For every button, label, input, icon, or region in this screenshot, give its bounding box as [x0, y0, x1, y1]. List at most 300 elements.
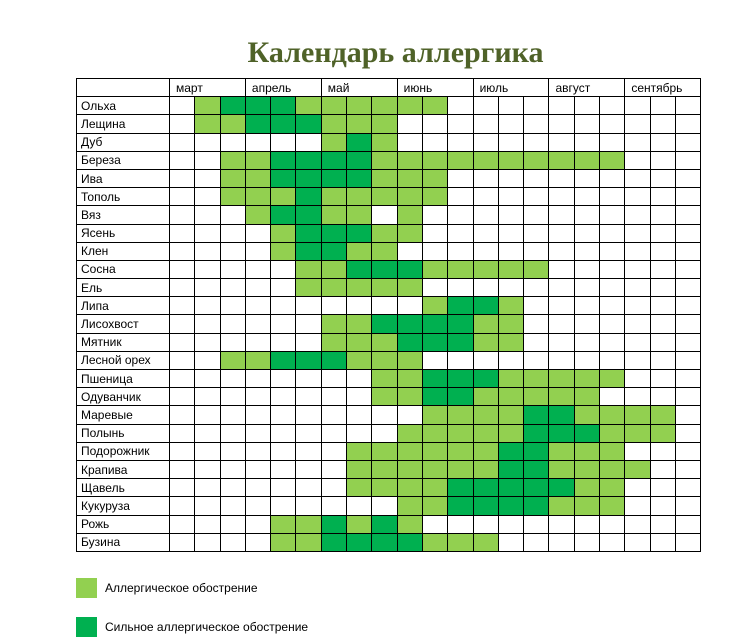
- cell-allergic: [372, 151, 397, 169]
- cell-empty: [195, 497, 220, 515]
- cell-empty: [574, 169, 599, 187]
- cell-empty: [245, 533, 270, 551]
- plant-name: Липа: [77, 297, 170, 315]
- cell-allergic: [422, 424, 447, 442]
- cell-strong: [321, 224, 346, 242]
- cell-empty: [549, 351, 574, 369]
- cell-empty: [574, 260, 599, 278]
- cell-empty: [245, 315, 270, 333]
- cell-allergic: [397, 151, 422, 169]
- cell-allergic: [347, 351, 372, 369]
- cell-empty: [600, 351, 625, 369]
- cell-strong: [271, 351, 296, 369]
- plant-name: Крапива: [77, 460, 170, 478]
- cell-allergic: [245, 351, 270, 369]
- cell-empty: [650, 297, 675, 315]
- cell-strong: [296, 115, 321, 133]
- cell-empty: [549, 279, 574, 297]
- cell-strong: [271, 169, 296, 187]
- cell-empty: [448, 351, 473, 369]
- cell-allergic: [473, 460, 498, 478]
- cell-allergic: [574, 151, 599, 169]
- cell-empty: [195, 388, 220, 406]
- cell-allergic: [296, 533, 321, 551]
- cell-strong: [498, 497, 523, 515]
- cell-strong: [473, 497, 498, 515]
- cell-empty: [675, 515, 700, 533]
- plant-name: Рожь: [77, 515, 170, 533]
- cell-empty: [372, 206, 397, 224]
- cell-empty: [271, 424, 296, 442]
- plant-row: [77, 479, 701, 497]
- cell-empty: [625, 169, 650, 187]
- cell-empty: [549, 260, 574, 278]
- cell-strong: [296, 206, 321, 224]
- cell-empty: [220, 424, 245, 442]
- cell-empty: [675, 424, 700, 442]
- cell-allergic: [347, 479, 372, 497]
- cell-allergic: [600, 460, 625, 478]
- plant-row: [77, 315, 701, 333]
- cell-empty: [271, 133, 296, 151]
- cell-strong: [347, 151, 372, 169]
- cell-empty: [549, 169, 574, 187]
- cell-allergic: [524, 260, 549, 278]
- cell-empty: [271, 297, 296, 315]
- cell-allergic: [574, 370, 599, 388]
- cell-allergic: [372, 460, 397, 478]
- cell-allergic: [397, 224, 422, 242]
- cell-strong: [498, 479, 523, 497]
- cell-empty: [220, 242, 245, 260]
- cell-empty: [195, 188, 220, 206]
- cell-allergic: [321, 260, 346, 278]
- cell-empty: [245, 406, 270, 424]
- cell-empty: [549, 242, 574, 260]
- cell-empty: [372, 406, 397, 424]
- cell-empty: [600, 224, 625, 242]
- cell-strong: [473, 479, 498, 497]
- cell-strong: [524, 479, 549, 497]
- cell-allergic: [397, 206, 422, 224]
- cell-empty: [296, 442, 321, 460]
- cell-empty: [498, 533, 523, 551]
- cell-allergic: [195, 115, 220, 133]
- cell-empty: [321, 388, 346, 406]
- cell-allergic: [574, 406, 599, 424]
- cell-allergic: [372, 351, 397, 369]
- cell-allergic: [347, 115, 372, 133]
- cell-empty: [195, 151, 220, 169]
- cell-allergic: [549, 370, 574, 388]
- cell-empty: [422, 224, 447, 242]
- cell-allergic: [498, 260, 523, 278]
- cell-empty: [170, 370, 195, 388]
- plant-name: Ольха: [77, 97, 170, 115]
- cell-strong: [574, 424, 599, 442]
- cell-empty: [524, 333, 549, 351]
- plant-row: [77, 188, 701, 206]
- cell-allergic: [372, 188, 397, 206]
- cell-strong: [321, 533, 346, 551]
- cell-allergic: [448, 533, 473, 551]
- cell-strong: [498, 460, 523, 478]
- cell-empty: [574, 133, 599, 151]
- cell-strong: [473, 370, 498, 388]
- cell-strong: [296, 242, 321, 260]
- cell-empty: [625, 151, 650, 169]
- cell-empty: [220, 388, 245, 406]
- cell-empty: [675, 533, 700, 551]
- cell-empty: [625, 388, 650, 406]
- cell-allergic: [347, 515, 372, 533]
- cell-empty: [650, 206, 675, 224]
- cell-empty: [245, 479, 270, 497]
- cell-allergic: [372, 388, 397, 406]
- cell-empty: [574, 515, 599, 533]
- cell-empty: [473, 515, 498, 533]
- cell-empty: [271, 260, 296, 278]
- plant-name: Бузина: [77, 533, 170, 551]
- cell-empty: [625, 97, 650, 115]
- cell-empty: [245, 370, 270, 388]
- cell-empty: [675, 206, 700, 224]
- cell-empty: [574, 224, 599, 242]
- cell-empty: [498, 188, 523, 206]
- cell-empty: [675, 224, 700, 242]
- cell-empty: [170, 533, 195, 551]
- month-header-row: [77, 79, 701, 97]
- cell-empty: [245, 297, 270, 315]
- cell-empty: [498, 133, 523, 151]
- cell-empty: [650, 515, 675, 533]
- cell-allergic: [650, 424, 675, 442]
- cell-strong: [448, 333, 473, 351]
- cell-strong: [372, 515, 397, 533]
- cell-empty: [650, 97, 675, 115]
- cell-allergic: [321, 115, 346, 133]
- plant-row: [77, 442, 701, 460]
- cell-empty: [170, 115, 195, 133]
- cell-empty: [650, 460, 675, 478]
- cell-allergic: [600, 370, 625, 388]
- cell-empty: [675, 442, 700, 460]
- cell-empty: [170, 515, 195, 533]
- cell-allergic: [422, 497, 447, 515]
- plant-name: Тополь: [77, 188, 170, 206]
- plant-row: [77, 424, 701, 442]
- cell-allergic: [473, 333, 498, 351]
- cell-empty: [245, 497, 270, 515]
- plant-row: [77, 370, 701, 388]
- cell-allergic: [448, 442, 473, 460]
- cell-strong: [397, 260, 422, 278]
- plant-row: [77, 333, 701, 351]
- legend-swatch-light: [76, 578, 97, 598]
- cell-empty: [195, 206, 220, 224]
- cell-allergic: [422, 442, 447, 460]
- cell-empty: [625, 115, 650, 133]
- cell-empty: [675, 188, 700, 206]
- plant-row: [77, 151, 701, 169]
- cell-empty: [220, 224, 245, 242]
- cell-empty: [498, 279, 523, 297]
- cell-strong: [271, 206, 296, 224]
- cell-allergic: [372, 224, 397, 242]
- cell-empty: [321, 406, 346, 424]
- cell-empty: [170, 279, 195, 297]
- cell-empty: [422, 115, 447, 133]
- cell-empty: [473, 242, 498, 260]
- cell-empty: [625, 351, 650, 369]
- cell-allergic: [347, 188, 372, 206]
- cell-empty: [195, 479, 220, 497]
- cell-empty: [195, 442, 220, 460]
- cell-empty: [625, 133, 650, 151]
- cell-empty: [422, 133, 447, 151]
- plant-name: Полынь: [77, 424, 170, 442]
- cell-strong: [372, 315, 397, 333]
- cell-empty: [296, 315, 321, 333]
- cell-empty: [220, 442, 245, 460]
- cell-empty: [170, 188, 195, 206]
- cell-empty: [675, 151, 700, 169]
- cell-allergic: [650, 406, 675, 424]
- cell-strong: [347, 224, 372, 242]
- cell-empty: [473, 115, 498, 133]
- cell-allergic: [422, 533, 447, 551]
- cell-empty: [347, 388, 372, 406]
- plant-name: Подорожник: [77, 442, 170, 460]
- cell-empty: [650, 151, 675, 169]
- cell-empty: [347, 406, 372, 424]
- cell-empty: [650, 169, 675, 187]
- cell-empty: [397, 115, 422, 133]
- cell-empty: [675, 242, 700, 260]
- cell-allergic: [498, 315, 523, 333]
- cell-empty: [549, 133, 574, 151]
- plant-name: Ива: [77, 169, 170, 187]
- cell-allergic: [321, 206, 346, 224]
- cell-empty: [600, 169, 625, 187]
- cell-empty: [245, 442, 270, 460]
- cell-empty: [220, 333, 245, 351]
- cell-empty: [448, 279, 473, 297]
- cell-empty: [296, 406, 321, 424]
- cell-allergic: [625, 424, 650, 442]
- cell-empty: [524, 533, 549, 551]
- cell-allergic: [347, 460, 372, 478]
- cell-allergic: [245, 188, 270, 206]
- cell-empty: [422, 515, 447, 533]
- cell-strong: [422, 370, 447, 388]
- header-corner: [77, 79, 170, 97]
- cell-empty: [321, 370, 346, 388]
- plant-name: Ясень: [77, 224, 170, 242]
- cell-strong: [397, 533, 422, 551]
- cell-empty: [347, 370, 372, 388]
- cell-empty: [195, 169, 220, 187]
- cell-empty: [574, 206, 599, 224]
- cell-empty: [650, 188, 675, 206]
- plant-row: [77, 460, 701, 478]
- cell-empty: [600, 388, 625, 406]
- cell-allergic: [498, 151, 523, 169]
- plant-row: [77, 388, 701, 406]
- cell-strong: [524, 442, 549, 460]
- cell-strong: [524, 460, 549, 478]
- cell-empty: [271, 279, 296, 297]
- cell-strong: [448, 297, 473, 315]
- cell-empty: [170, 442, 195, 460]
- cell-allergic: [397, 460, 422, 478]
- cell-allergic: [372, 479, 397, 497]
- plant-name: Мятник: [77, 333, 170, 351]
- legend-item-allergic: [76, 578, 258, 598]
- cell-allergic: [549, 497, 574, 515]
- cell-allergic: [600, 151, 625, 169]
- cell-empty: [397, 406, 422, 424]
- cell-strong: [321, 242, 346, 260]
- cell-empty: [195, 224, 220, 242]
- cell-allergic: [574, 388, 599, 406]
- plant-name: Лисохвост: [77, 315, 170, 333]
- cell-allergic: [372, 370, 397, 388]
- plant-row: [77, 206, 701, 224]
- cell-allergic: [220, 169, 245, 187]
- cell-empty: [321, 479, 346, 497]
- cell-allergic: [625, 460, 650, 478]
- cell-empty: [195, 242, 220, 260]
- cell-empty: [296, 497, 321, 515]
- cell-empty: [195, 424, 220, 442]
- cell-empty: [574, 188, 599, 206]
- cell-empty: [220, 406, 245, 424]
- cell-empty: [524, 351, 549, 369]
- cell-allergic: [448, 260, 473, 278]
- cell-empty: [220, 479, 245, 497]
- cell-empty: [271, 460, 296, 478]
- cell-empty: [473, 188, 498, 206]
- cell-empty: [549, 533, 574, 551]
- cell-empty: [347, 297, 372, 315]
- cell-empty: [195, 133, 220, 151]
- cell-allergic: [448, 406, 473, 424]
- cell-strong: [524, 424, 549, 442]
- cell-empty: [473, 279, 498, 297]
- cell-empty: [524, 169, 549, 187]
- cell-allergic: [296, 279, 321, 297]
- cell-strong: [397, 315, 422, 333]
- cell-strong: [372, 533, 397, 551]
- cell-allergic: [271, 515, 296, 533]
- cell-empty: [195, 297, 220, 315]
- cell-empty: [625, 333, 650, 351]
- cell-empty: [245, 224, 270, 242]
- cell-strong: [321, 151, 346, 169]
- cell-empty: [321, 460, 346, 478]
- cell-strong: [321, 169, 346, 187]
- cell-empty: [220, 460, 245, 478]
- cell-allergic: [271, 242, 296, 260]
- cell-strong: [448, 497, 473, 515]
- cell-allergic: [347, 279, 372, 297]
- cell-allergic: [372, 97, 397, 115]
- plant-name: Лесной орех: [77, 351, 170, 369]
- cell-allergic: [448, 460, 473, 478]
- cell-empty: [524, 188, 549, 206]
- cell-empty: [170, 497, 195, 515]
- cell-strong: [422, 315, 447, 333]
- cell-allergic: [296, 260, 321, 278]
- cell-empty: [220, 370, 245, 388]
- cell-allergic: [397, 97, 422, 115]
- cell-allergic: [422, 460, 447, 478]
- allergy-calendar-grid: [76, 78, 701, 552]
- cell-empty: [625, 242, 650, 260]
- cell-empty: [473, 206, 498, 224]
- cell-allergic: [473, 315, 498, 333]
- cell-empty: [650, 133, 675, 151]
- cell-strong: [245, 97, 270, 115]
- cell-empty: [574, 533, 599, 551]
- cell-allergic: [397, 479, 422, 497]
- cell-empty: [498, 351, 523, 369]
- cell-empty: [170, 406, 195, 424]
- plant-row: [77, 169, 701, 187]
- cell-empty: [422, 351, 447, 369]
- cell-allergic: [422, 406, 447, 424]
- cell-empty: [170, 133, 195, 151]
- cell-strong: [296, 351, 321, 369]
- cell-empty: [448, 97, 473, 115]
- cell-empty: [321, 442, 346, 460]
- cell-strong: [448, 388, 473, 406]
- cell-allergic: [245, 206, 270, 224]
- cell-empty: [549, 515, 574, 533]
- cell-empty: [245, 133, 270, 151]
- cell-allergic: [347, 206, 372, 224]
- cell-allergic: [473, 533, 498, 551]
- cell-empty: [220, 279, 245, 297]
- cell-allergic: [549, 388, 574, 406]
- cell-empty: [549, 188, 574, 206]
- cell-empty: [600, 242, 625, 260]
- cell-allergic: [372, 169, 397, 187]
- plant-name: Одуванчик: [77, 388, 170, 406]
- cell-strong: [422, 388, 447, 406]
- cell-empty: [195, 333, 220, 351]
- cell-strong: [347, 260, 372, 278]
- cell-empty: [524, 515, 549, 533]
- cell-strong: [549, 424, 574, 442]
- cell-allergic: [397, 370, 422, 388]
- cell-empty: [625, 188, 650, 206]
- plant-name: Щавель: [77, 479, 170, 497]
- plant-row: [77, 224, 701, 242]
- cell-allergic: [600, 479, 625, 497]
- cell-allergic: [498, 388, 523, 406]
- cell-allergic: [372, 333, 397, 351]
- cell-empty: [473, 351, 498, 369]
- cell-empty: [600, 97, 625, 115]
- cell-empty: [498, 515, 523, 533]
- cell-empty: [600, 333, 625, 351]
- cell-allergic: [422, 151, 447, 169]
- cell-empty: [625, 533, 650, 551]
- cell-empty: [675, 388, 700, 406]
- cell-empty: [675, 169, 700, 187]
